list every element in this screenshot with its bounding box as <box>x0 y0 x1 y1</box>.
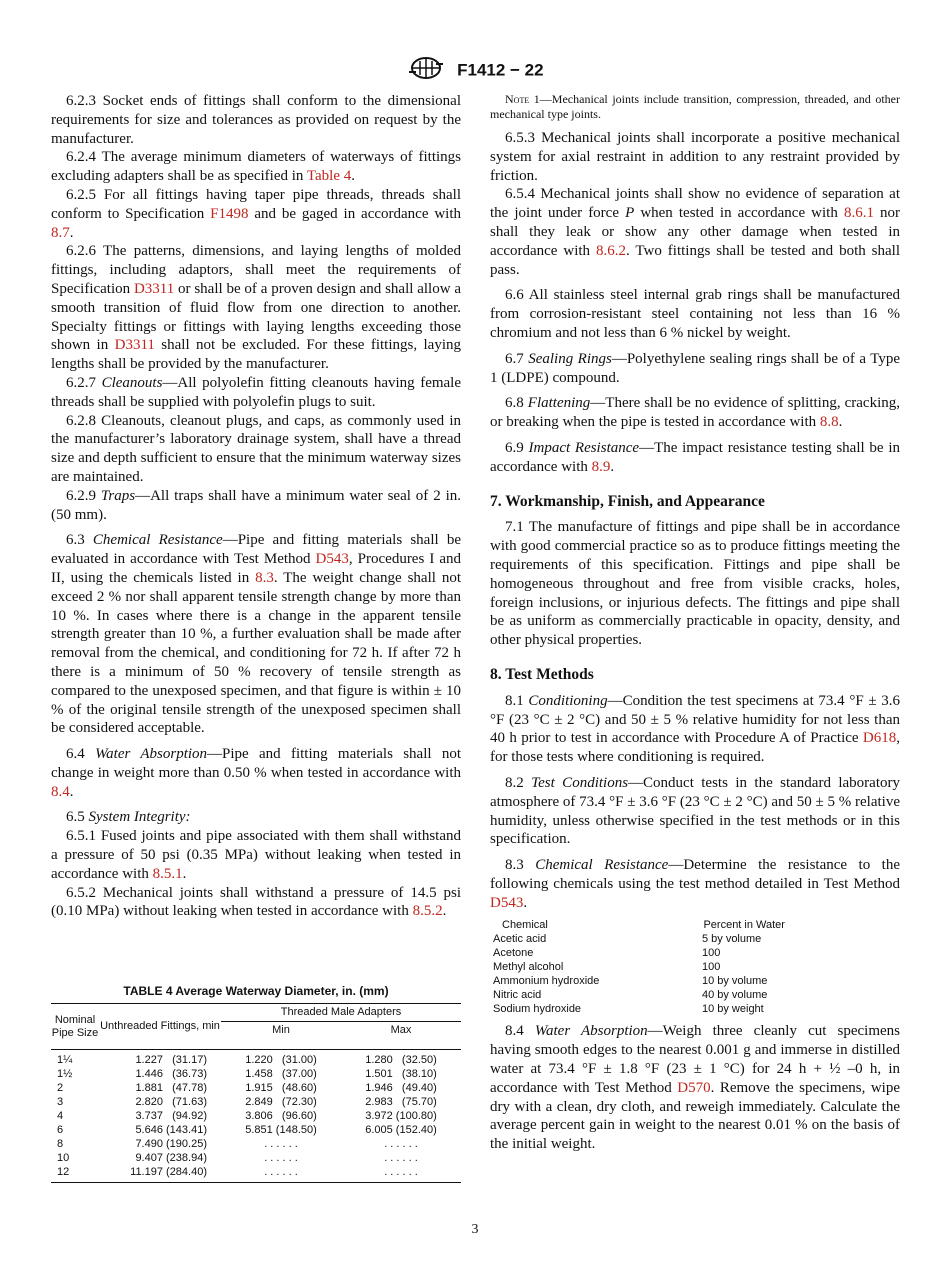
cell-size: 6 <box>57 1124 64 1136</box>
cell-max: 3.972 (100.80) <box>365 1110 437 1122</box>
table-row <box>51 1095 461 1109</box>
para-6-2-8: 6.2.8 Cleanouts, cleanout plugs, and caps, as commonly used in the manufacturer’s laboratory drainage system, shall have a thread size and depth sufficient to ensure that the minimum waterway sizes are maintained. <box>51 412 461 485</box>
col-chemical: Chemical <box>502 919 548 932</box>
chemical-percent: 100 <box>701 961 721 974</box>
cell-max: 1.501 (38.10) <box>365 1068 437 1080</box>
para-6-9: 6.9 Impact Resistance—The impact resistance testing shall be in accordance with 8.9. <box>490 439 900 475</box>
table-4-grid <box>51 1003 461 1183</box>
standard-designation: F1412 − 22 <box>457 60 544 80</box>
list-item <box>490 960 900 974</box>
col-percent: Percent in Water <box>703 919 785 932</box>
chemical-percent: 100 <box>701 947 721 960</box>
para-7-1: 7.1 The manufacture of fittings and pipe shall be in accordance with good commercial practice so as to produce fittings meeting the requirements of this specification. Fittings and pipe shall be homogeneous throughout and free from visible cracks, holes, foreign inclusions, or injurious defects. The fittings and pipe shall be as uniform as commercially practicable in opacity, density, and other physical properties. <box>490 519 900 649</box>
para-6-3: 6.3 Chemical Resistance—Pipe and fitting materials shall be evaluated in accordance with Test Method D543, Procedures I and II, using the chemicals listed in 8.3. The weight change shall not exceed 2 % nor shall apparent tensile strength change by more than 10 %. In cases where there is a change in the apparent tensile strength greater than 10 %, a further evaluation shall be made after removal from the chemical, and conditioning for 72 h. If after 72 h there is a minimum of 50 % recovery of tensile strength as compared to the unexposed specimen, and that figure is within ± 10 % of the original tensile strength of the unexposed specimen shall be considered acceptable. <box>51 532 461 737</box>
link-d618[interactable]: D618 <box>862 730 897 747</box>
cell-max: 6.005 (152.40) <box>365 1124 437 1136</box>
list-item <box>490 988 900 1002</box>
section-7-heading: 7. Workmanship, Finish, and Appearance <box>490 492 765 510</box>
para-6-2-9: 6.2.9 Traps—All traps shall have a minimum water seal of 2 in. (50 mm). <box>51 487 461 523</box>
link-8-7[interactable]: 8.7 <box>51 224 70 241</box>
cell-unthreaded: 1.446 (36.73) <box>135 1068 207 1080</box>
cell-size: 2 <box>57 1082 64 1094</box>
para-8-1: 8.1 Conditioning—Condition the test specimens at 73.4 °F ± 3.6 °F (23 °C ± 2 °C) and 50 ± 5 % relative humidity for not less than 40 h prior to test in accordance with Procedure A of Practice D618, for those tests where conditioning is required. <box>490 692 901 766</box>
cell-min: 1.220 (31.00) <box>245 1054 317 1066</box>
table-4-caption: TABLE 4 Average Waterway Diameter, in. (mm) <box>123 984 389 998</box>
cell-unthreaded: 1.881 (47.78) <box>135 1082 207 1094</box>
table-row <box>51 1081 461 1095</box>
link-8-3[interactable]: 8.3 <box>255 569 274 586</box>
chemical-percent: 40 by volume <box>701 989 768 1002</box>
cell-min: 2.849 (72.30) <box>245 1096 317 1108</box>
cell-size: 8 <box>57 1138 64 1150</box>
col-min: Min <box>221 1022 341 1050</box>
para-6-5-3: 6.5.3 Mechanical joints shall incorporate a positive mechanical system for axial restraint in addition to any restraint provided by friction. <box>490 130 900 184</box>
para-6-8: 6.8 Flattening—There shall be no evidence of splitting, cracking, or breaking when the pipe is tested in accordance with 8.8. <box>490 395 900 431</box>
cell-max: . . . . . . <box>384 1138 418 1150</box>
cell-max: . . . . . . <box>384 1152 418 1164</box>
cell-min: 1.458 (37.00) <box>245 1068 317 1080</box>
link-d3311[interactable]: D3311 <box>133 280 175 297</box>
cell-unthreaded: 2.820 (71.63) <box>135 1096 207 1108</box>
cell-size: 4 <box>57 1110 64 1122</box>
cell-min: . . . . . . <box>264 1166 298 1178</box>
chemical-name: Methyl alcohol <box>493 961 564 974</box>
link-d543[interactable]: D543 <box>315 551 349 568</box>
link-table-4[interactable]: Table 4 <box>306 168 352 185</box>
para-6-5: 6.5 System Integrity: <box>66 809 191 826</box>
link-8-4[interactable]: 8.4 <box>51 783 70 800</box>
table-row <box>51 1067 461 1081</box>
chemical-percent: 10 by volume <box>701 975 768 988</box>
list-item <box>490 1002 900 1016</box>
page-number: 3 <box>471 1222 479 1237</box>
para-6-2-6: 6.2.6 The patterns, dimensions, and laying lengths of molded fittings, including adaptors, shall meet the requirements of Specification D3311 or shall be of a proven design and shall allow a smooth transition of fluid flow from one direction to another. Specialty fittings or fittings with laying lengths exceeding those shown in D3311 shall not be excluded. For these fittings, laying lengths shall be provided by the manufacturer. <box>51 243 462 373</box>
cell-unthreaded: 9.407 (238.94) <box>135 1152 207 1164</box>
link-f1498[interactable]: F1498 <box>210 205 249 222</box>
cell-min: 5.851 (148.50) <box>245 1124 317 1136</box>
left-column <box>51 92 461 921</box>
cell-min: . . . . . . <box>264 1138 298 1150</box>
list-item <box>490 974 900 988</box>
col-nominal: Nominal Pipe Size <box>51 1004 99 1050</box>
cell-unthreaded: 7.490 (190.25) <box>135 1138 207 1150</box>
list-item <box>490 932 900 946</box>
link-8-5-1[interactable]: 8.5.1 <box>152 865 183 882</box>
link-8-6-2[interactable]: 8.6.2 <box>595 242 626 259</box>
para-6-5-2: 6.5.2 Mechanical joints shall withstand a pressure of 14.5 psi (0.10 MPa) without leaking when tested in accordance with 8.5.2. <box>51 884 461 920</box>
para-6-2-3: 6.2.3 Socket ends of fittings shall conform to the dimensional requirements for size and tolerances as provided on request by the manufacturer. <box>51 93 461 147</box>
para-6-7: 6.7 Sealing Rings—Polyethylene sealing rings shall be of a Type 1 (LDPE) compound. <box>490 350 901 386</box>
cell-min: 3.806 (96.60) <box>245 1110 317 1122</box>
para-6-4: 6.4 Water Absorption—Pipe and fitting materials shall not change in weight more than 0.50 % when tested in accordance with 8.4. <box>51 746 462 800</box>
table-row <box>51 1109 461 1123</box>
cell-max: 2.983 (75.70) <box>365 1096 437 1108</box>
chemical-name: Ammonium hydroxide <box>493 975 600 988</box>
para-6-6: 6.6 All stainless steel internal grab rings shall be manufactured from corrosion-resistant steel containing not less than 16 % chromium and not less than 6 % nickel by weight. <box>490 287 900 341</box>
para-8-2: 8.2 Test Conditions—Conduct tests in the standard laboratory atmosphere of 73.4 °F ± 3.6 °F (23 °C ± 2 °C) and 50 ± 5 % relative humidity, unless otherwise specified in the test methods or in this specification. <box>490 774 900 848</box>
para-8-3: 8.3 Chemical Resistance—Determine the resistance to the following chemicals using the test method detailed in Test Method D543. <box>490 857 900 911</box>
cell-size: 1¼ <box>57 1054 73 1066</box>
col-threaded: Threaded Male Adapters <box>221 1004 461 1022</box>
link-d3311-2[interactable]: D3311 <box>114 337 155 354</box>
table-row <box>51 1165 461 1183</box>
table-4 <box>51 984 461 1183</box>
cell-min: . . . . . . <box>264 1152 298 1164</box>
table-row <box>51 1050 461 1068</box>
chemical-percent: 10 by weight <box>701 1003 764 1016</box>
cell-unthreaded: 5.646 (143.41) <box>135 1124 207 1136</box>
cell-size: 10 <box>57 1152 70 1164</box>
para-6-5-4: 6.5.4 Mechanical joints shall show no evidence of separation at the joint under force P when tested in accordance with 8.6.1 nor shall they leak or show any other damage when tested in accordance with 8.6.2. Two fittings shall be tested and both shall pass. <box>490 186 901 278</box>
chemical-name: Sodium hydroxide <box>493 1003 582 1016</box>
chemical-percent: 5 by volume <box>701 933 762 946</box>
chemical-list-header <box>490 918 900 932</box>
list-item <box>490 946 900 960</box>
cell-max: . . . . . . <box>384 1166 418 1178</box>
para-8-4: 8.4 Water Absorption—Weigh three cleanly cut specimens having smooth edges to the nearest 0.001 g and immerse in distilled water at 73.4 °F ± 1.8 °F (23 ± 1 °C) for 24 h + ½ –0 h, in accordance with Test Method D570. Remove the specimens, wipe dry with a clean, dry cloth, and reweigh immediately. Calculate the average percent gain in weight to the nearest 0.01 % on the basis of the initial weight. <box>490 1023 900 1153</box>
chemical-name: Acetic acid <box>493 933 547 946</box>
table-row <box>51 1123 461 1137</box>
link-d570[interactable]: D570 <box>677 1079 711 1096</box>
para-6-2-4: 6.2.4 The average minimum diameters of waterways of fittings excluding adapters shall be as specified in Table 4. <box>51 149 461 185</box>
para-6-5-1: 6.5.1 Fused joints and pipe associated with them shall withstand a pressure of 50 psi (0.35 MPa) without leaking when tested in accordance with 8.5.1. <box>51 828 461 882</box>
link-8-5-2[interactable]: 8.5.2 <box>412 903 443 920</box>
para-6-2-7: 6.2.7 Cleanouts—All polyolefin fitting cleanouts having female threads shall be supplied with polyolefin plugs to suit. <box>51 374 462 410</box>
table-row <box>51 1137 461 1151</box>
chemical-name: Acetone <box>493 947 534 960</box>
cell-unthreaded: 1.227 (31.17) <box>135 1054 207 1066</box>
link-8-8[interactable]: 8.8 <box>819 414 839 431</box>
right-column <box>490 92 900 1154</box>
note-1: Note 1—Mechanical joints include transition, compression, threaded, and other mechanical type joints. <box>490 92 900 121</box>
link-8-9[interactable]: 8.9 <box>591 458 611 475</box>
col-unthreaded: Unthreaded Fittings, min <box>99 1004 221 1050</box>
astm-logo-icon <box>406 56 446 85</box>
chemical-list <box>490 918 900 1016</box>
table-row <box>51 1151 461 1165</box>
page-header <box>0 56 950 85</box>
para-6-2-5: 6.2.5 For all fittings having taper pipe threads, threads shall conform to Specification F1498 and be gaged in accordance with 8.7. <box>51 186 461 241</box>
link-d543-2[interactable]: D543 <box>490 894 524 911</box>
cell-unthreaded: 3.737 (94.92) <box>135 1110 207 1122</box>
section-8-heading: 8. Test Methods <box>490 665 594 683</box>
chemical-name: Nitric acid <box>493 989 542 1002</box>
cell-max: 1.946 (49.40) <box>365 1082 437 1094</box>
link-8-6-1[interactable]: 8.6.1 <box>843 205 874 222</box>
cell-min: 1.915 (48.60) <box>245 1082 317 1094</box>
cell-size: 1½ <box>57 1068 73 1080</box>
cell-unthreaded: 11.197 (284.40) <box>130 1166 207 1178</box>
cell-size: 3 <box>57 1096 64 1108</box>
cell-size: 12 <box>57 1166 70 1178</box>
cell-max: 1.280 (32.50) <box>365 1054 437 1066</box>
col-max: Max <box>341 1022 461 1050</box>
